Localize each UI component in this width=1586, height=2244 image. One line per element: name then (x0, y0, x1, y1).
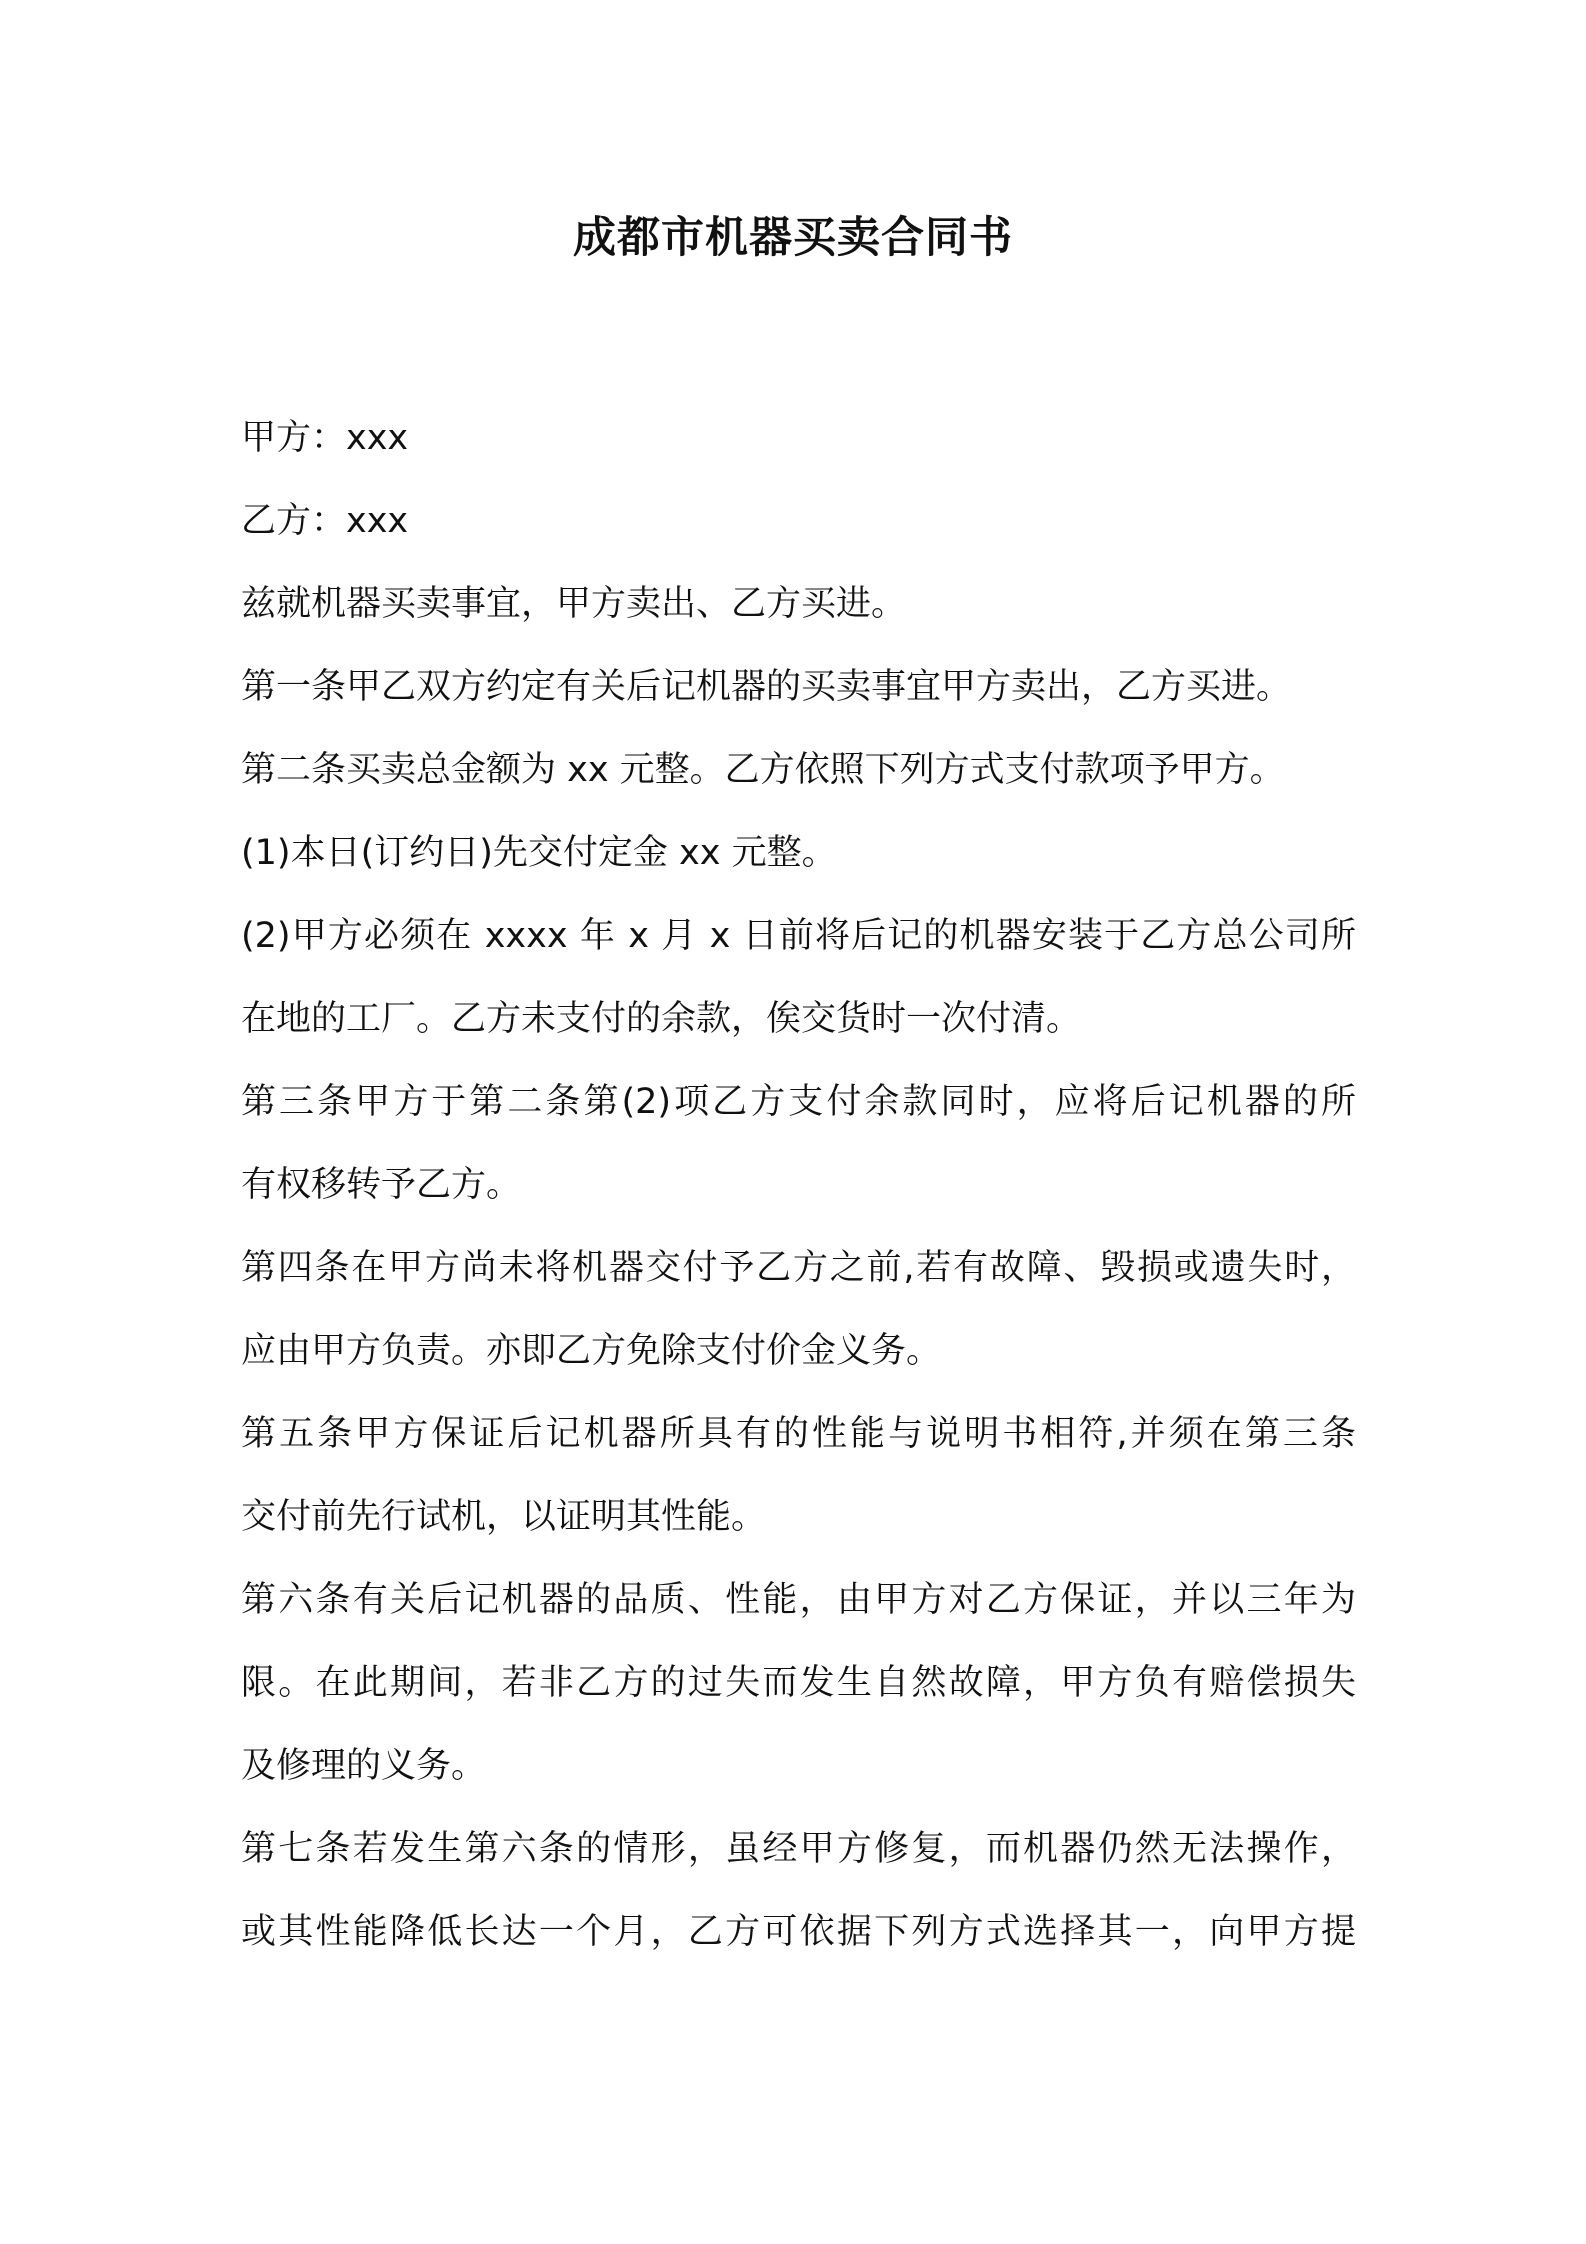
document-body (241, 408, 1356, 1985)
article-6-line-1: 第六条有关后记机器的品质、性能，由甲方对乙方保证，并以三年为 (241, 1580, 1356, 1620)
article-6-line-3: 及修理的义务。 (241, 1746, 487, 1786)
article-2-item-1-line: (1)本日(订约日)先交付定金 xx 元整。 (241, 833, 837, 873)
article-2-line: 第二条买卖总金额为 xx 元整。乙方依照下列方式支付款项予甲方。 (241, 750, 1285, 790)
party-b-line: 乙方：xxx (241, 501, 409, 541)
article-2-item-2-line-1: (2)甲方必须在 xxxx 年 x 月 x 日前将后记的机器安装于乙方总公司所 (241, 916, 1356, 956)
party-a-line: 甲方：xxx (241, 418, 409, 458)
article-5-line-1: 第五条甲方保证后记机器所具有的性能与说明书相符,并须在第三条 (241, 1414, 1356, 1454)
article-4-line-1: 第四条在甲方尚未将机器交付予乙方之前,若有故障、毁损或遗失时， (241, 1248, 1356, 1288)
article-2-item-2-line-2: 在地的工厂。乙方未支付的余款，俟交货时一次付清。 (241, 999, 1082, 1039)
article-5-line-2: 交付前先行试机，以证明其性能。 (241, 1497, 767, 1537)
article-3-line-1: 第三条甲方于第二条第(2)项乙方支付余款同时，应将后记机器的所 (241, 1082, 1356, 1122)
article-4-line-2: 应由甲方负责。亦即乙方免除支付价金义务。 (241, 1331, 942, 1371)
article-7-line-2: 或其性能降低长达一个月，乙方可依据下列方式选择其一，向甲方提 (241, 1912, 1356, 1952)
article-3-line-2: 有权移转予乙方。 (241, 1165, 522, 1205)
document-title: 成都市机器买卖合同书 (573, 213, 1013, 263)
preamble-line: 兹就机器买卖事宜，甲方卖出、乙方买进。 (241, 584, 907, 624)
article-7-line-1: 第七条若发生第六条的情形，虽经甲方修复，而机器仍然无法操作， (241, 1829, 1356, 1869)
article-1-line: 第一条甲乙双方约定有关后记机器的买卖事宜甲方卖出，乙方买进。 (241, 667, 1292, 707)
article-6-line-2: 限。在此期间，若非乙方的过失而发生自然故障，甲方负有赔偿损失 (241, 1663, 1356, 1703)
